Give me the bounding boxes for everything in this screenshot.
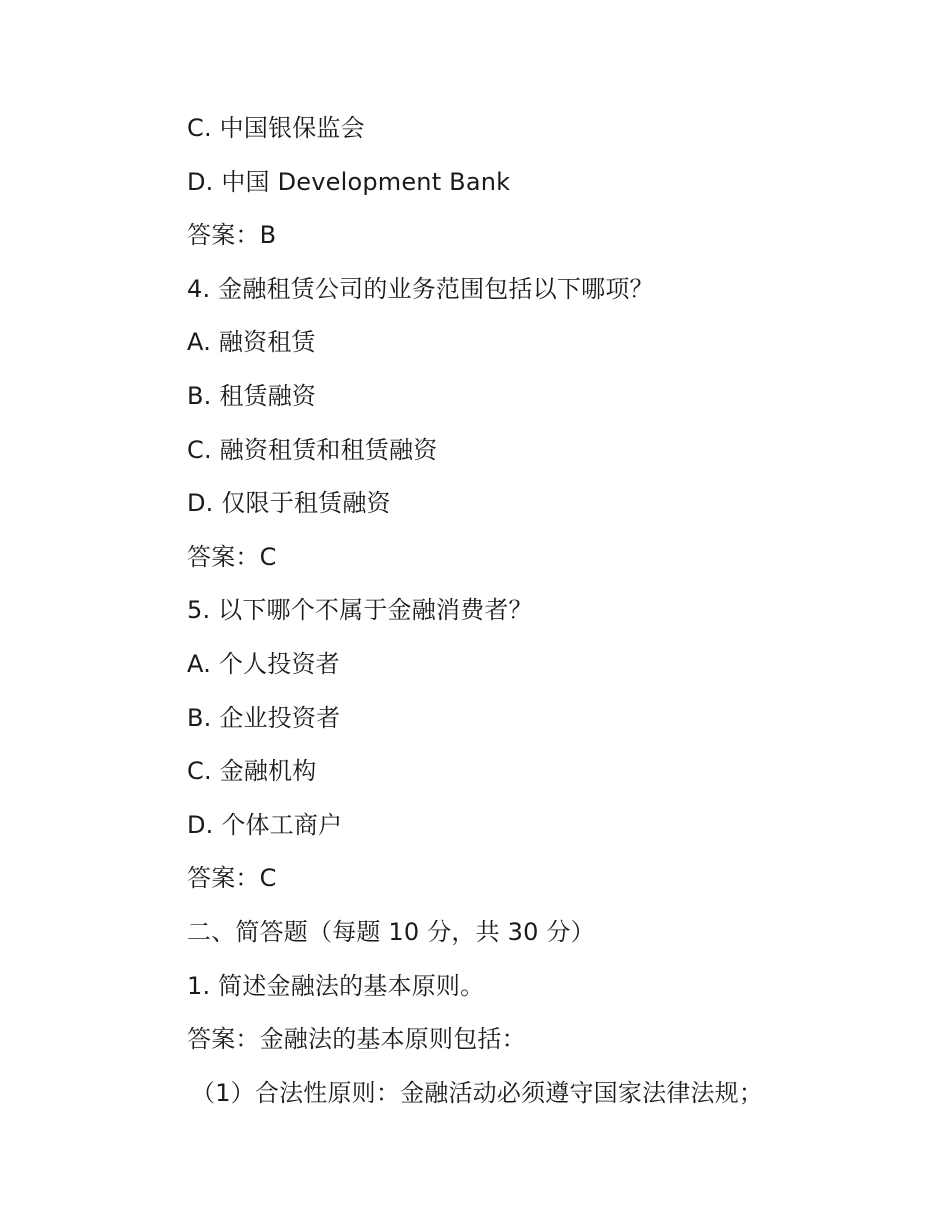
option-d-q3: D. 中国 Development Bank [187,167,511,196]
answer-q4: 答案：C [187,542,277,571]
option-d-q4: D. 仅限于租赁融资 [187,489,391,518]
short-answer-1-point-1: （1）合法性原则：金融活动必须遵守国家法律法规； [191,1078,764,1107]
question-4: 4. 金融租赁公司的业务范围包括以下哪项？ [187,274,654,303]
option-c-q3: C. 中国银保监会 [187,114,365,142]
document-page [187,106,887,1124]
option-b-q4: B. 租赁融资 [187,381,317,410]
option-a-q4: A. 融资租赁 [187,328,316,357]
option-c-q4: C. 融资租赁和租赁融资 [187,435,438,464]
answer-q5: 答案：C [187,864,277,893]
short-answer-question-1: 1. 简述金融法的基本原则。 [187,971,485,1000]
option-c-q5: C. 金融机构 [187,757,317,786]
answer-q3: 答案：B [187,221,277,250]
section-heading-short-answer: 二、简答题（每题 10 分，共 30 分） [187,917,595,946]
question-5: 5. 以下哪个不属于金融消费者？ [187,596,533,625]
short-answer-1-intro: 答案：金融法的基本原则包括： [187,1025,526,1054]
option-b-q5: B. 企业投资者 [187,703,341,732]
option-a-q5: A. 个人投资者 [187,649,340,678]
option-d-q5: D. 个体工商户 [187,810,343,839]
